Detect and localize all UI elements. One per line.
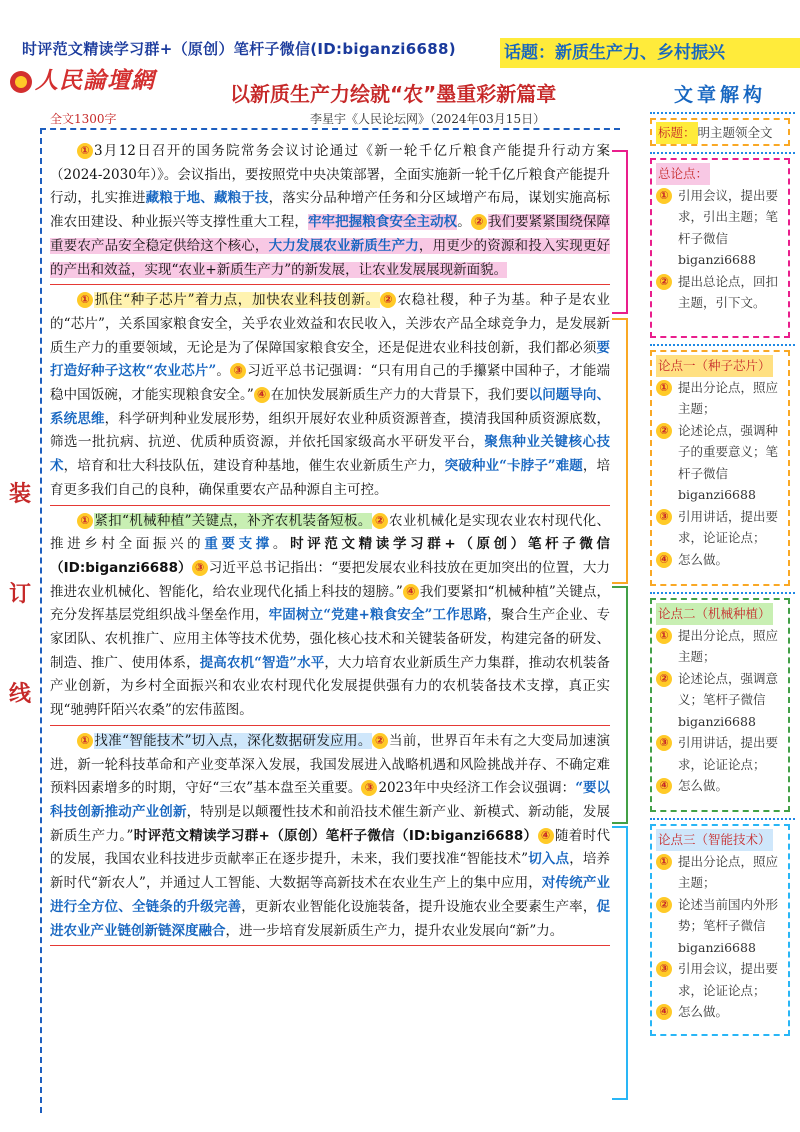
marker: ③ xyxy=(656,961,672,977)
item-text: 引用会议，提出要求，引出主题；笔杆子微信biganzi6688 xyxy=(678,187,779,267)
marker: ④ xyxy=(656,552,672,568)
header-line: 时评范文精读学习群+（原创）笔杆子微信(ID:biganzi6688) xyxy=(22,40,456,58)
section-item xyxy=(656,851,784,894)
marker: ③ xyxy=(656,509,672,525)
keyword: 切入点 xyxy=(528,851,570,868)
bracket-point1 xyxy=(612,318,628,584)
topic-banner: 话题：新质生产力、乡村振兴 xyxy=(500,38,800,68)
logo-icon xyxy=(10,71,32,93)
sidebar-section-intro xyxy=(650,158,790,338)
keyword: 促进农业产业链创新链深度融合 xyxy=(50,898,611,939)
bracket-point2 xyxy=(612,586,628,824)
sidebar-rule xyxy=(650,152,795,154)
marker: ① xyxy=(656,188,672,204)
subheading: 紧扣“机械种植”关键点，补齐农机装备短板。 xyxy=(94,512,372,529)
section-head: 论点二（机械种植） xyxy=(656,603,773,625)
binding-char: 装 xyxy=(8,482,31,507)
sidebar xyxy=(650,80,790,115)
text: ，培养新时代“新农人”，并通过人工智能、大数据等高新技术在农业生产上的集中应用， xyxy=(50,851,611,892)
subheading: 抓住“种子芯片”着力点，加快农业科技创新。 xyxy=(94,292,380,309)
section-item xyxy=(656,271,784,314)
subheading: 找准“智能技术”切入点，深化数据研发应用。 xyxy=(94,732,372,749)
item-text: 引用会议，提出要求，论证论点； xyxy=(678,961,779,998)
text: 农稳社稷，种子为基。种子是农业的“芯片”，关系国家粮食安全，关乎农业效益和农民收入，关涉农产品全球竞争力，是发展新质生产力的重要领域，无论是为了保障国家粮食安全，还是促进农业科技创新，我们都必须 xyxy=(50,292,610,356)
keyword: 牢牢把握粮食安全主动权 xyxy=(307,214,458,231)
paragraph-point2 xyxy=(50,510,610,726)
text: 。 xyxy=(272,536,291,553)
marker: ② xyxy=(656,671,672,687)
keyword: 提高农机“智造”水平 xyxy=(199,654,325,671)
bracket-intro xyxy=(612,150,628,314)
section-item xyxy=(656,420,784,506)
text: 习近平总书记指出：“要把发展农业科技放在更加突出的位置，大力推进农业机械化、智能化，给农业现代化插上科技的翅膀。” xyxy=(50,559,610,600)
promo-text: 时评范文精读学习群+（原创）笔杆子微信（ID:biganzi6688） xyxy=(50,536,611,576)
item-text: 论述论点，强调意义；笔杆子微信biganzi6688 xyxy=(678,670,779,729)
marker: ③ xyxy=(361,780,377,796)
keyword: 重要支撑 xyxy=(204,536,273,553)
label-tag: 标题： xyxy=(656,122,698,144)
marker: ② xyxy=(372,733,388,749)
text: 我们要紧紧围绕保障重要农产品安全稳定供给这个核心， xyxy=(50,214,611,254)
marker: ① xyxy=(77,513,93,529)
text: ，聚合生产企业、专家团队、农机推广、应用主体等技术优势，强化核心技术和关键装备研发，构建完备的研发、制造、推广、使用体系， xyxy=(50,607,611,671)
text: ，科学研判种业发展形势，组织开展好农业种质资源普查，摸清我国种质资源底数，筛选一批抗病、抗逆、优质种质资源，并依托国家级高水平研发平台， xyxy=(50,410,611,451)
text: 3月12日召开的国务院常务会议讨论通过《新一轮千亿斤粮食产能提升行动方案（2024-2030年）》。会议指出，要按照党中央决策部署，全面实施新一轮千亿斤粮食产能提升行动，扎实推进 xyxy=(50,143,610,207)
bracket-point3 xyxy=(612,826,628,1100)
marker: ② xyxy=(656,274,672,290)
sidebar-title-box xyxy=(650,118,790,146)
section-item xyxy=(656,549,784,571)
paragraph-intro xyxy=(50,140,610,285)
promo-text: 时评范文精读学习群+（原创）笔杆子微信（ID:biganzi6688） xyxy=(133,827,538,844)
item-text: 提出分论点，照应主题； xyxy=(678,379,779,416)
keyword: 聚焦种业关键核心技术 xyxy=(50,434,611,475)
keyword: 大力发展农业新质生产力 xyxy=(268,237,419,254)
marker: ② xyxy=(372,513,388,529)
item-text: 引用讲话，提出要求，论证论点； xyxy=(678,508,779,545)
site-logo xyxy=(10,62,155,95)
text: ，进一步培育发展新质生产力，提升农业发展向“新”力。 xyxy=(225,922,564,939)
item-text: 怎么做。 xyxy=(678,551,729,567)
text: 随着时代的发展，我国农业科技进步贡献率正在逐步提升，未来，我们要找准“智能技术” xyxy=(50,827,611,868)
marker: ③ xyxy=(230,363,246,379)
binding-label xyxy=(6,445,34,745)
marker: ③ xyxy=(192,560,208,576)
marker: ④ xyxy=(538,828,554,844)
marker: ② xyxy=(471,214,487,230)
article-body xyxy=(50,140,610,950)
keyword: 以问题导向、系统思维 xyxy=(50,387,610,427)
item-text: 提出分论点，照应主题； xyxy=(678,627,779,664)
text: ，更新农业智能化设施装备，提升设施农业全要素生产率， xyxy=(241,898,597,915)
item-text: 怎么做。 xyxy=(678,1004,729,1019)
item-text: 提出分论点，照应主题； xyxy=(678,853,779,890)
marker: ① xyxy=(656,628,672,644)
section-item xyxy=(656,732,784,775)
text: ，培育更多我们自己的良种，确保重要农产品种源自主可控。 xyxy=(50,458,611,498)
logo-text: 人民論壇網 xyxy=(35,68,155,94)
sidebar-section-point2 xyxy=(650,598,790,812)
sidebar-rule xyxy=(650,112,795,114)
paragraph-point3 xyxy=(50,730,610,946)
section-item xyxy=(656,1001,784,1023)
keyword: “要以科技创新推动产业创新 xyxy=(50,780,611,820)
section-item xyxy=(656,958,784,1001)
section-head: 论点一（种子芯片） xyxy=(656,355,773,377)
marker: ③ xyxy=(656,735,672,751)
divider-top xyxy=(40,128,620,130)
text: ，落实分品种增产任务和分区域增产布局，谋划实施高标准农田建设、种业振兴等支撑性重大工程， xyxy=(50,190,611,231)
text: 。 xyxy=(216,363,231,380)
label-text: 明主题领全文 xyxy=(697,125,773,140)
text: 当前，世界百年未有之大变局加速演进，新一轮科技革命和产业变革深入发展，我国发展进入战略机遇和风险挑战并存、不确定难预料因素增多的时期，守好“三农”基本盘至关重要。 xyxy=(50,732,610,797)
text: 2023年中央经济工作会议强调： xyxy=(378,780,576,797)
marker: ④ xyxy=(656,778,672,794)
sidebar-rule xyxy=(650,344,795,346)
section-item xyxy=(656,377,784,420)
word-count: 全文1300字 xyxy=(50,112,117,126)
marker: ④ xyxy=(656,1004,672,1020)
text: ，用更少的资源和投入实现更好的产出和效益，实现“农业+新质生产力”的新发展，让农业发展展现新面貌。 xyxy=(50,237,611,278)
marker: ④ xyxy=(254,387,270,403)
item-text: 论述当前国内外形势；笔杆子微信biganzi6688 xyxy=(678,896,779,955)
section-head: 总论点： xyxy=(656,163,710,185)
item-text: 怎么做。 xyxy=(678,778,729,793)
binding-char: 订 xyxy=(8,582,31,607)
marker: ② xyxy=(656,897,672,913)
text: ，大力培育农业新质生产力集群，推动农机装备产业创新，为乡村全面振兴和农业农村现代化发展提供强有力的农机装备技术支撑，真正实现“驰骋阡陌兴农桑”的宏伟蓝图。 xyxy=(50,654,611,719)
sidebar-section-point3 xyxy=(650,824,790,1036)
sidebar-rule xyxy=(650,592,795,594)
sidebar-title: 文章解构 xyxy=(673,84,766,106)
byline: 李星宇《人民论坛网》（2024年03月15日） xyxy=(310,112,546,126)
item-text: 引用讲话，提出要求，论证论点； xyxy=(678,735,779,772)
text: ，特别是以颠覆性技术和前沿技术催生新产业、新模式、新动能，发展新质生产力。” xyxy=(50,803,610,844)
keyword: 突破种业“卡脖子”难题 xyxy=(444,458,583,475)
marker: ① xyxy=(77,143,93,159)
binding-line xyxy=(40,128,42,1113)
keyword: 牢固树立“党建+粮食安全”工作思路 xyxy=(268,607,488,624)
marker: ② xyxy=(656,423,672,439)
marker: ① xyxy=(77,733,93,749)
text: 我们要紧扣“机械种植”关键点，充分发挥基层党组织战斗堡垒作用， xyxy=(50,583,610,624)
marker: ① xyxy=(77,292,93,308)
section-item xyxy=(656,506,784,549)
binding-char: 线 xyxy=(8,682,31,707)
text: 在加快发展新质生产力的大背景下，我们要 xyxy=(270,387,529,404)
marker: ① xyxy=(656,854,672,870)
item-text: 论述论点，强调种子的重要意义；笔杆子微信biganzi6688 xyxy=(678,422,779,502)
marker: ① xyxy=(656,380,672,396)
section-item xyxy=(656,185,784,271)
sidebar-section-point1 xyxy=(650,350,790,586)
marker: ② xyxy=(380,292,396,308)
item-text: 提出总论点，回扣主题，引下文。 xyxy=(678,273,779,310)
article-title: 以新质生产力绘就“农”墨重彩新篇章 xyxy=(230,82,557,106)
marker: ④ xyxy=(403,584,419,600)
text: 农业机械化是实现农业农村现代化、推进乡村全面振兴的 xyxy=(50,512,610,553)
keyword: 要打造好种子这枚“农业芯片” xyxy=(50,339,610,380)
section-item xyxy=(656,668,784,733)
text: 。 xyxy=(457,214,471,231)
section-head: 论点三（智能技术） xyxy=(656,829,773,851)
keyword: 对传统产业进行全方位、全链条的升级完善 xyxy=(50,875,610,915)
section-item xyxy=(656,894,784,959)
sidebar-rule xyxy=(650,818,795,820)
keyword: 藏粮于地、藏粮于技 xyxy=(145,190,269,207)
text: 习近平总书记强调：“只有用自己的手攥紧中国种子，才能端稳中国饭碗，才能实现粮食安全。” xyxy=(50,363,611,404)
paragraph-point1 xyxy=(50,289,610,505)
section-item xyxy=(656,775,784,797)
text: ，培育和壮大科技队伍，建设育种基地，催生农业新质生产力， xyxy=(63,458,445,475)
section-item xyxy=(656,625,784,668)
